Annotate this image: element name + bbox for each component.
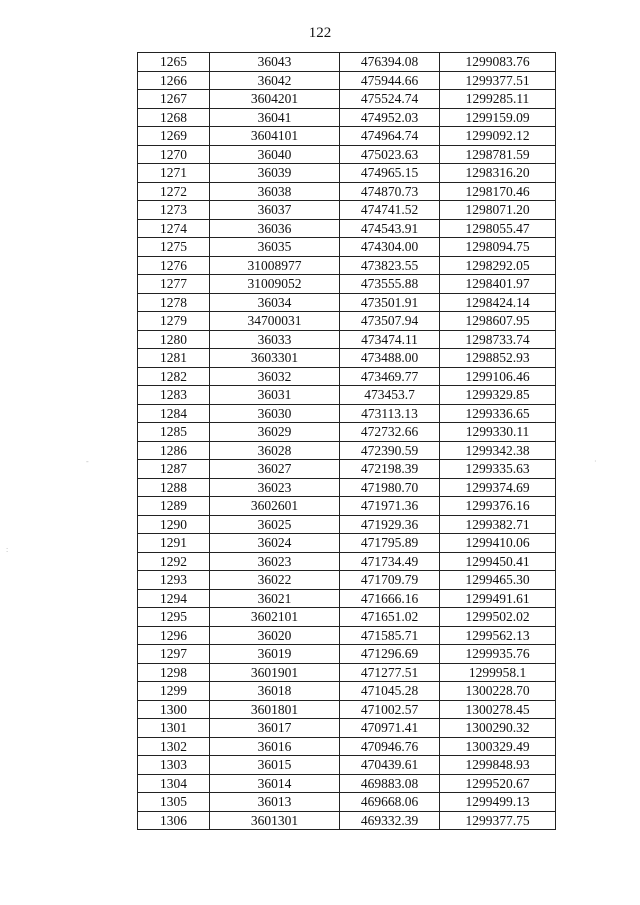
row-number-cell: 1265	[138, 53, 210, 72]
table-row	[138, 53, 556, 72]
row-number-cell: 1301	[138, 719, 210, 738]
table-row	[138, 90, 556, 109]
point-id-cell: 36032	[210, 367, 340, 386]
point-id-cell: 36034	[210, 293, 340, 312]
table-row	[138, 441, 556, 460]
y-coordinate-cell: 1300228.70	[440, 682, 556, 701]
row-number-cell: 1271	[138, 164, 210, 183]
table-row	[138, 497, 556, 516]
x-coordinate-cell: 471929.36	[340, 515, 440, 534]
y-coordinate-cell: 1298055.47	[440, 219, 556, 238]
table-row	[138, 608, 556, 627]
point-id-cell: 36022	[210, 571, 340, 590]
x-coordinate-cell: 471709.79	[340, 571, 440, 590]
x-coordinate-cell: 471980.70	[340, 478, 440, 497]
point-id-cell: 36036	[210, 219, 340, 238]
x-coordinate-cell: 474543.91	[340, 219, 440, 238]
point-id-cell: 36020	[210, 626, 340, 645]
x-coordinate-cell: 473113.13	[340, 404, 440, 423]
y-coordinate-cell: 1298292.05	[440, 256, 556, 275]
point-id-cell: 36015	[210, 756, 340, 775]
table-row	[138, 201, 556, 220]
point-id-cell: 36018	[210, 682, 340, 701]
row-number-cell: 1302	[138, 737, 210, 756]
y-coordinate-cell: 1299092.12	[440, 127, 556, 146]
x-coordinate-cell: 471045.28	[340, 682, 440, 701]
point-id-cell: 36023	[210, 552, 340, 571]
table-row	[138, 534, 556, 553]
y-coordinate-cell: 1299374.69	[440, 478, 556, 497]
row-number-cell: 1285	[138, 423, 210, 442]
y-coordinate-cell: 1299502.02	[440, 608, 556, 627]
x-coordinate-cell: 469883.08	[340, 774, 440, 793]
point-id-cell: 36035	[210, 238, 340, 257]
table-row	[138, 312, 556, 331]
x-coordinate-cell: 476394.08	[340, 53, 440, 72]
row-number-cell: 1284	[138, 404, 210, 423]
row-number-cell: 1288	[138, 478, 210, 497]
x-coordinate-cell: 474952.03	[340, 108, 440, 127]
y-coordinate-cell: 1299376.16	[440, 497, 556, 516]
y-coordinate-cell: 1299329.85	[440, 386, 556, 405]
row-number-cell: 1270	[138, 145, 210, 164]
table-row	[138, 127, 556, 146]
row-number-cell: 1296	[138, 626, 210, 645]
scan-speck: :	[6, 545, 9, 554]
point-id-cell: 36016	[210, 737, 340, 756]
y-coordinate-cell: 1299465.30	[440, 571, 556, 590]
row-number-cell: 1280	[138, 330, 210, 349]
point-id-cell: 36033	[210, 330, 340, 349]
x-coordinate-cell: 474965.15	[340, 164, 440, 183]
table-row	[138, 386, 556, 405]
scan-speck: ·	[594, 457, 597, 466]
y-coordinate-cell: 1299410.06	[440, 534, 556, 553]
x-coordinate-cell: 471277.51	[340, 663, 440, 682]
table-row	[138, 626, 556, 645]
point-id-cell: 3603301	[210, 349, 340, 368]
point-id-cell: 36041	[210, 108, 340, 127]
x-coordinate-cell: 475023.63	[340, 145, 440, 164]
x-coordinate-cell: 473469.77	[340, 367, 440, 386]
row-number-cell: 1274	[138, 219, 210, 238]
table-row	[138, 645, 556, 664]
table-row	[138, 71, 556, 90]
x-coordinate-cell: 470439.61	[340, 756, 440, 775]
point-id-cell: 36019	[210, 645, 340, 664]
y-coordinate-cell: 1299377.75	[440, 811, 556, 830]
table-row	[138, 552, 556, 571]
point-id-cell: 36017	[210, 719, 340, 738]
x-coordinate-cell: 471296.69	[340, 645, 440, 664]
table-row	[138, 663, 556, 682]
table-row	[138, 145, 556, 164]
x-coordinate-cell: 470971.41	[340, 719, 440, 738]
table-row	[138, 719, 556, 738]
x-coordinate-cell: 471002.57	[340, 700, 440, 719]
row-number-cell: 1287	[138, 460, 210, 479]
page-number: 122	[308, 25, 332, 41]
point-id-cell: 36014	[210, 774, 340, 793]
point-id-cell: 3604101	[210, 127, 340, 146]
point-id-cell: 36043	[210, 53, 340, 72]
x-coordinate-cell: 474304.00	[340, 238, 440, 257]
y-coordinate-cell: 1298607.95	[440, 312, 556, 331]
row-number-cell: 1300	[138, 700, 210, 719]
point-id-cell: 36029	[210, 423, 340, 442]
x-coordinate-cell: 472732.66	[340, 423, 440, 442]
table-row	[138, 423, 556, 442]
point-id-cell: 3602101	[210, 608, 340, 627]
row-number-cell: 1299	[138, 682, 210, 701]
table-row	[138, 811, 556, 830]
row-number-cell: 1295	[138, 608, 210, 627]
x-coordinate-cell: 475524.74	[340, 90, 440, 109]
y-coordinate-cell: 1298852.93	[440, 349, 556, 368]
x-coordinate-cell: 474964.74	[340, 127, 440, 146]
row-number-cell: 1277	[138, 275, 210, 294]
point-id-cell: 31009052	[210, 275, 340, 294]
point-id-cell: 3604201	[210, 90, 340, 109]
row-number-cell: 1267	[138, 90, 210, 109]
y-coordinate-cell: 1298170.46	[440, 182, 556, 201]
row-number-cell: 1266	[138, 71, 210, 90]
y-coordinate-cell: 1298733.74	[440, 330, 556, 349]
y-coordinate-cell: 1299083.76	[440, 53, 556, 72]
y-coordinate-cell: 1299848.93	[440, 756, 556, 775]
x-coordinate-cell: 473488.00	[340, 349, 440, 368]
x-coordinate-cell: 473501.91	[340, 293, 440, 312]
x-coordinate-cell: 474870.73	[340, 182, 440, 201]
row-number-cell: 1286	[138, 441, 210, 460]
x-coordinate-cell: 471971.36	[340, 497, 440, 516]
row-number-cell: 1276	[138, 256, 210, 275]
point-id-cell: 36021	[210, 589, 340, 608]
y-coordinate-cell: 1298094.75	[440, 238, 556, 257]
row-number-cell: 1275	[138, 238, 210, 257]
table-row	[138, 404, 556, 423]
table-row	[138, 515, 556, 534]
table-row	[138, 349, 556, 368]
x-coordinate-cell: 473474.11	[340, 330, 440, 349]
row-number-cell: 1278	[138, 293, 210, 312]
y-coordinate-cell: 1299935.76	[440, 645, 556, 664]
row-number-cell: 1304	[138, 774, 210, 793]
point-id-cell: 36023	[210, 478, 340, 497]
point-id-cell: 36037	[210, 201, 340, 220]
y-coordinate-cell: 1299499.13	[440, 793, 556, 812]
y-coordinate-cell: 1299450.41	[440, 552, 556, 571]
row-number-cell: 1269	[138, 127, 210, 146]
point-id-cell: 36031	[210, 386, 340, 405]
y-coordinate-cell: 1299330.11	[440, 423, 556, 442]
x-coordinate-cell: 472198.39	[340, 460, 440, 479]
y-coordinate-cell: 1299491.61	[440, 589, 556, 608]
point-id-cell: 36039	[210, 164, 340, 183]
table-row	[138, 793, 556, 812]
row-number-cell: 1306	[138, 811, 210, 830]
row-number-cell: 1283	[138, 386, 210, 405]
row-number-cell: 1282	[138, 367, 210, 386]
row-number-cell: 1294	[138, 589, 210, 608]
row-number-cell: 1292	[138, 552, 210, 571]
row-number-cell: 1268	[138, 108, 210, 127]
y-coordinate-cell: 1299285.11	[440, 90, 556, 109]
table-row	[138, 182, 556, 201]
x-coordinate-cell: 472390.59	[340, 441, 440, 460]
point-id-cell: 3601301	[210, 811, 340, 830]
x-coordinate-cell: 469332.39	[340, 811, 440, 830]
x-coordinate-cell: 474741.52	[340, 201, 440, 220]
y-coordinate-cell: 1298424.14	[440, 293, 556, 312]
y-coordinate-cell: 1299342.38	[440, 441, 556, 460]
x-coordinate-cell: 473823.55	[340, 256, 440, 275]
y-coordinate-cell: 1298316.20	[440, 164, 556, 183]
point-id-cell: 34700031	[210, 312, 340, 331]
x-coordinate-cell: 470946.76	[340, 737, 440, 756]
point-id-cell: 3601901	[210, 663, 340, 682]
table-row	[138, 108, 556, 127]
point-id-cell: 36024	[210, 534, 340, 553]
x-coordinate-cell: 473453.7	[340, 386, 440, 405]
table-row	[138, 756, 556, 775]
y-coordinate-cell: 1299382.71	[440, 515, 556, 534]
point-id-cell: 36013	[210, 793, 340, 812]
y-coordinate-cell: 1300329.49	[440, 737, 556, 756]
table-row	[138, 737, 556, 756]
table-row	[138, 700, 556, 719]
row-number-cell: 1303	[138, 756, 210, 775]
x-coordinate-cell: 469668.06	[340, 793, 440, 812]
point-id-cell: 36030	[210, 404, 340, 423]
y-coordinate-cell: 1299958.1	[440, 663, 556, 682]
table-row	[138, 367, 556, 386]
row-number-cell: 1273	[138, 201, 210, 220]
row-number-cell: 1281	[138, 349, 210, 368]
point-id-cell: 3602601	[210, 497, 340, 516]
y-coordinate-cell: 1299335.63	[440, 460, 556, 479]
row-number-cell: 1298	[138, 663, 210, 682]
y-coordinate-cell: 1299336.65	[440, 404, 556, 423]
table-row	[138, 275, 556, 294]
point-id-cell: 36025	[210, 515, 340, 534]
row-number-cell: 1297	[138, 645, 210, 664]
point-id-cell: 36042	[210, 71, 340, 90]
table-row	[138, 330, 556, 349]
table-row	[138, 478, 556, 497]
row-number-cell: 1272	[138, 182, 210, 201]
point-id-cell: 36038	[210, 182, 340, 201]
point-id-cell: 36027	[210, 460, 340, 479]
row-number-cell: 1290	[138, 515, 210, 534]
row-number-cell: 1293	[138, 571, 210, 590]
point-id-cell: 3601801	[210, 700, 340, 719]
table-row	[138, 589, 556, 608]
table-row	[138, 293, 556, 312]
x-coordinate-cell: 475944.66	[340, 71, 440, 90]
x-coordinate-cell: 471585.71	[340, 626, 440, 645]
x-coordinate-cell: 471734.49	[340, 552, 440, 571]
table-row	[138, 460, 556, 479]
y-coordinate-cell: 1299377.51	[440, 71, 556, 90]
y-coordinate-cell: 1299562.13	[440, 626, 556, 645]
scan-speck: -	[86, 457, 89, 466]
table-row	[138, 682, 556, 701]
table-row	[138, 571, 556, 590]
point-id-cell: 31008977	[210, 256, 340, 275]
y-coordinate-cell: 1298071.20	[440, 201, 556, 220]
x-coordinate-cell: 471795.89	[340, 534, 440, 553]
x-coordinate-cell: 471666.16	[340, 589, 440, 608]
point-id-cell: 36040	[210, 145, 340, 164]
row-number-cell: 1289	[138, 497, 210, 516]
table-row	[138, 238, 556, 257]
table-row	[138, 256, 556, 275]
y-coordinate-cell: 1299159.09	[440, 108, 556, 127]
table-row	[138, 219, 556, 238]
y-coordinate-cell: 1298781.59	[440, 145, 556, 164]
y-coordinate-cell: 1300278.45	[440, 700, 556, 719]
y-coordinate-cell: 1298401.97	[440, 275, 556, 294]
y-coordinate-cell: 1300290.32	[440, 719, 556, 738]
row-number-cell: 1279	[138, 312, 210, 331]
y-coordinate-cell: 1299106.46	[440, 367, 556, 386]
x-coordinate-cell: 473507.94	[340, 312, 440, 331]
table-row	[138, 774, 556, 793]
table-row	[138, 164, 556, 183]
x-coordinate-cell: 471651.02	[340, 608, 440, 627]
x-coordinate-cell: 473555.88	[340, 275, 440, 294]
table-body	[138, 53, 556, 830]
row-number-cell: 1305	[138, 793, 210, 812]
point-id-cell: 36028	[210, 441, 340, 460]
y-coordinate-cell: 1299520.67	[440, 774, 556, 793]
coordinates-table	[137, 52, 556, 830]
row-number-cell: 1291	[138, 534, 210, 553]
